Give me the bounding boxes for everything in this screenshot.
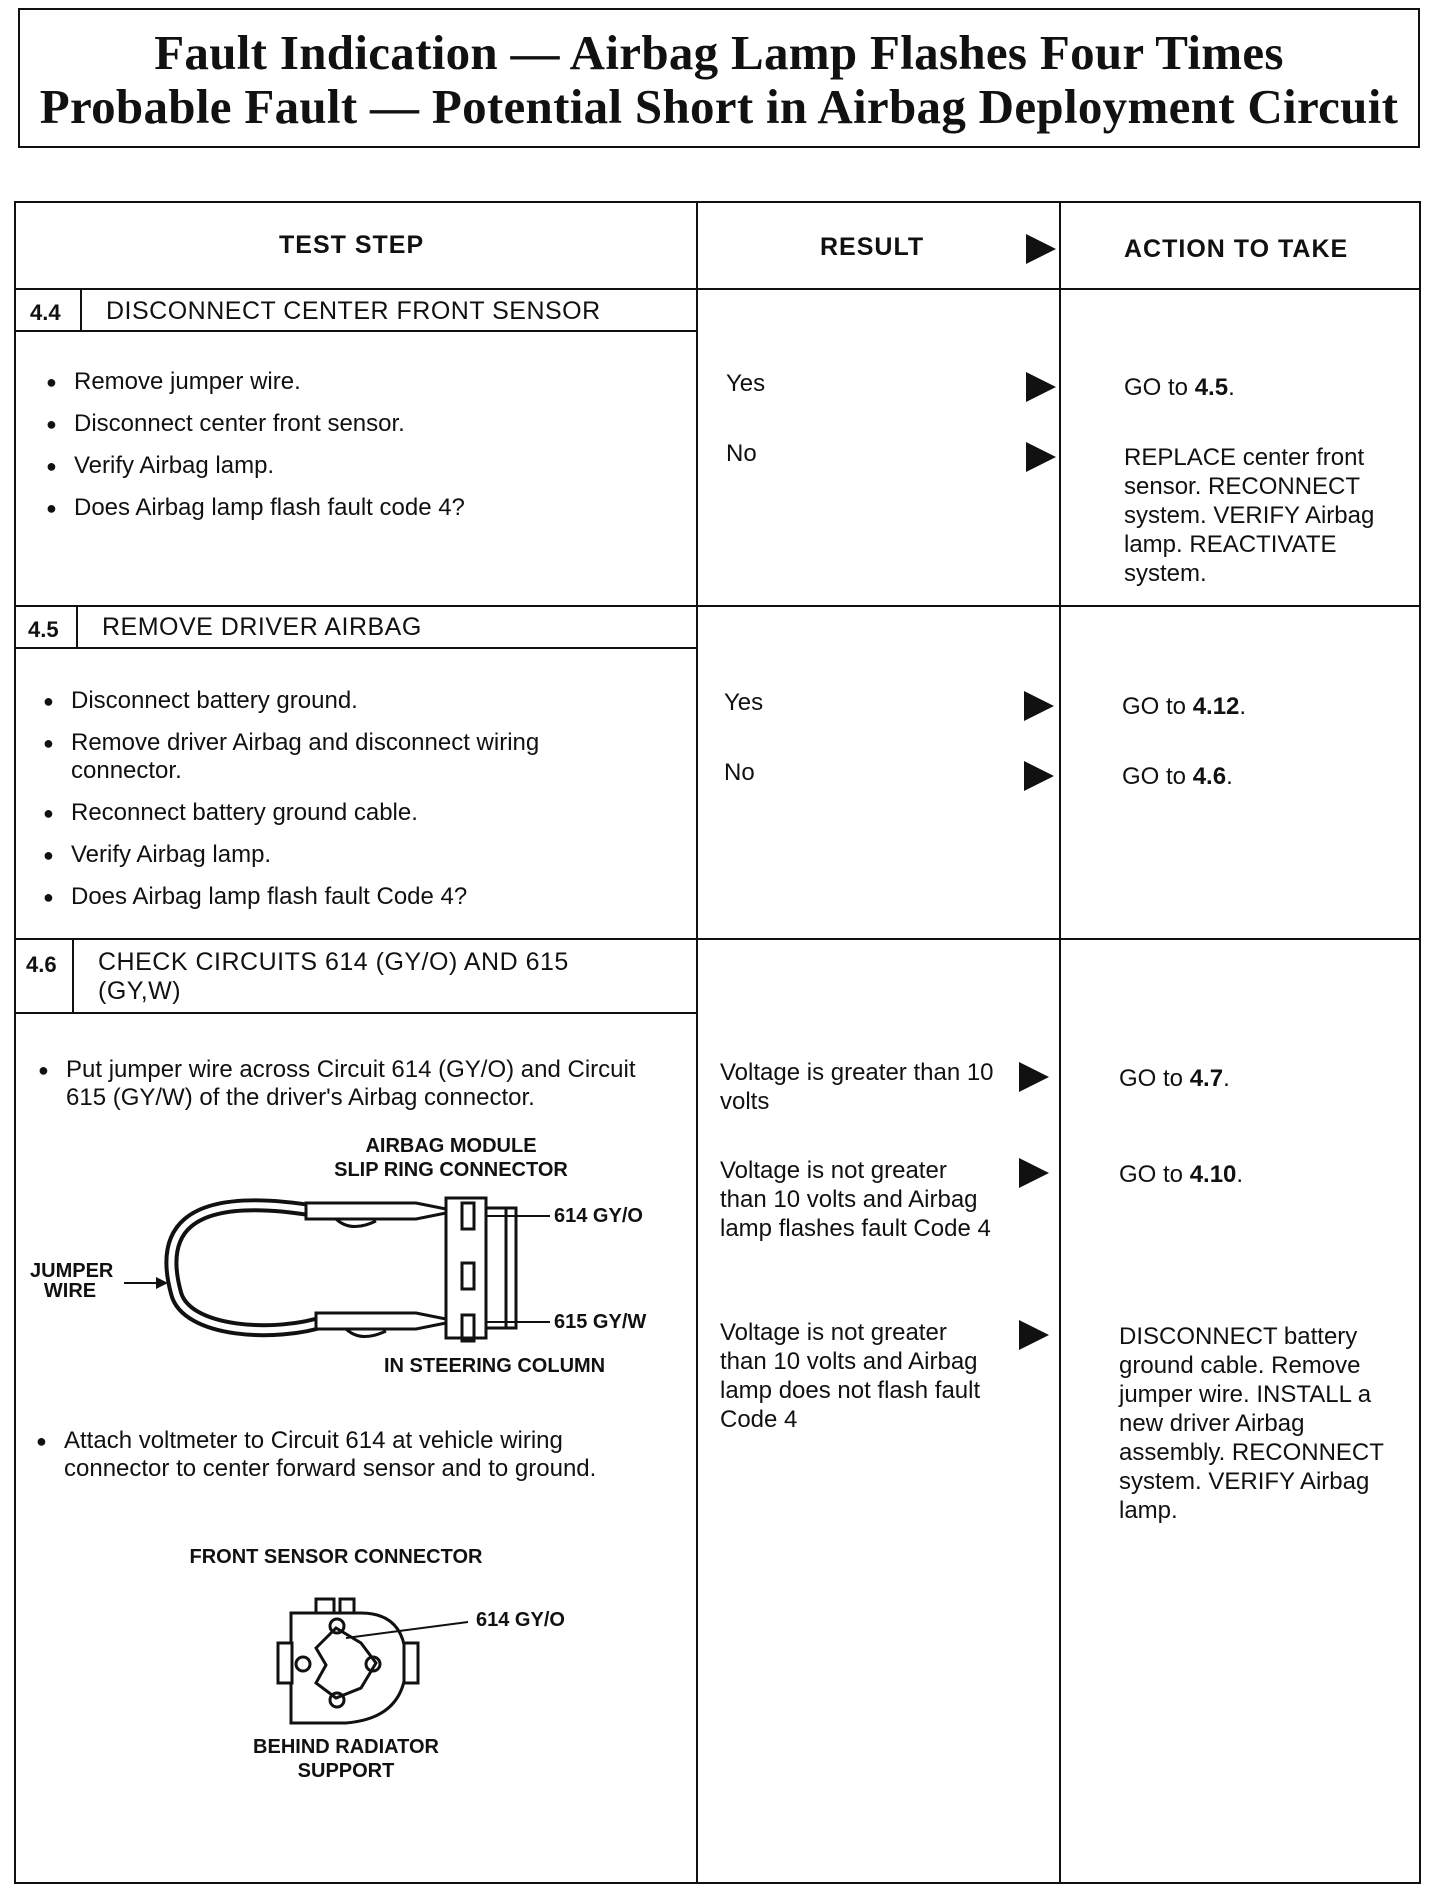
label-jumper-line-2: WIRE bbox=[43, 1280, 97, 1302]
list-item: ● Does Airbag lamp flash fault code 4? bbox=[46, 494, 666, 522]
row-divider-4-6 bbox=[16, 938, 1421, 940]
step-number-4-4: 4.4 bbox=[30, 300, 61, 325]
diagram2-caption-line-2: SUPPORT bbox=[297, 1760, 395, 1782]
arrow-icon bbox=[1019, 1320, 1049, 1350]
step-title-4-4: DISCONNECT CENTER FRONT SENSOR bbox=[106, 297, 601, 325]
arrow-icon bbox=[1026, 372, 1056, 402]
result-4-5-no: No bbox=[724, 759, 755, 786]
connector-body bbox=[446, 1198, 486, 1338]
title-line-1: Fault Indication — Airbag Lamp Flashes Four Times bbox=[154, 25, 1284, 80]
diagram2-caption bbox=[196, 1735, 496, 1783]
result-4-6-c: Voltage is not greater than 10 volts and Airbag lamp does not flash fault Code 4 bbox=[720, 1319, 981, 1433]
label-jumper-wire bbox=[30, 1259, 114, 1303]
action-4-4-no: REPLACE center front sensor. RECONNECT system. VERIFY Airbag lamp. REACTIVATE system. bbox=[1124, 444, 1375, 587]
action-4-6-c: DISCONNECT battery ground cable. Remove jumper wire. INSTALL a new driver Airbag assembly. RECONNECT system. VERIFY Airbag lamp. bbox=[1119, 1323, 1384, 1524]
list-item: ● Remove driver Airbag and disconnect wiring connector. bbox=[43, 729, 643, 785]
step-4-6-bullets-b bbox=[36, 1427, 656, 1497]
diagram2-title: FRONT SENSOR CONNECTOR bbox=[189, 1546, 483, 1568]
label-in-steering-column: IN STEERING COLUMN bbox=[384, 1355, 606, 1377]
label-614-slip: 614 GY/O bbox=[554, 1205, 643, 1227]
front-sensor-connector-diagram bbox=[16, 203, 17, 204]
label-614-sensor: 614 GY/O bbox=[476, 1609, 565, 1631]
upper-clip bbox=[306, 1203, 456, 1219]
list-item: ● Does Airbag lamp flash fault Code 4? bbox=[43, 883, 643, 911]
step-number-divider bbox=[76, 605, 78, 648]
header-result: RESULT bbox=[820, 233, 925, 261]
action-4-5-yes: GO to 4.12. bbox=[1122, 693, 1247, 720]
arrow-icon bbox=[1024, 761, 1054, 791]
step-title-divider bbox=[16, 647, 696, 649]
header-test-step: TEST STEP bbox=[279, 231, 425, 259]
action-4-5-no: GO to 4.6. bbox=[1122, 763, 1233, 790]
list-item: ● Verify Airbag lamp. bbox=[43, 841, 643, 869]
diagnostic-table bbox=[14, 201, 1421, 1884]
header-divider bbox=[16, 288, 1421, 290]
result-4-6-a: Voltage is greater than 10 volts bbox=[720, 1059, 994, 1115]
diagram2-caption-line-1: BEHIND RADIATOR bbox=[253, 1736, 439, 1758]
step-title-4-5: REMOVE DRIVER AIRBAG bbox=[102, 613, 422, 641]
arrow-icon bbox=[1019, 1062, 1049, 1092]
step-number-4-5: 4.5 bbox=[28, 617, 59, 642]
column-divider-action bbox=[1059, 203, 1061, 1884]
diagram1-title-line-2: SLIP RING CONNECTOR bbox=[334, 1159, 568, 1181]
result-4-4-yes: Yes bbox=[726, 370, 766, 397]
step-4-4-bullets bbox=[46, 368, 666, 536]
column-divider-result bbox=[696, 203, 698, 1884]
title-box bbox=[18, 8, 1420, 148]
action-4-4-yes: GO to 4.5. bbox=[1124, 374, 1235, 401]
jumper-wire bbox=[171, 1205, 326, 1330]
step-number-divider bbox=[80, 288, 82, 331]
result-4-6-b: Voltage is not greater than 10 volts and Airbag lamp flashes fault Code 4 bbox=[720, 1157, 991, 1242]
header-action: ACTION TO TAKE bbox=[1124, 235, 1349, 263]
label-615-slip: 615 GY/W bbox=[554, 1311, 647, 1333]
step-4-6-bullets-a bbox=[38, 1056, 658, 1126]
list-item: ● Disconnect center front sensor. bbox=[46, 410, 666, 438]
lower-clip bbox=[316, 1313, 456, 1329]
arrow-icon bbox=[1024, 691, 1054, 721]
list-item: ● Disconnect battery ground. bbox=[43, 687, 643, 715]
result-4-5-yes: Yes bbox=[724, 689, 764, 716]
arrow-icon bbox=[1019, 1158, 1049, 1188]
step-title-4-6: CHECK CIRCUITS 614 (GY/O) AND 615 (GY,W) bbox=[98, 948, 569, 1005]
arrow-icon bbox=[1026, 442, 1056, 472]
step-4-5-bullets bbox=[43, 687, 643, 925]
list-item: ● Verify Airbag lamp. bbox=[46, 452, 666, 480]
list-item: ● Reconnect battery ground cable. bbox=[43, 799, 643, 827]
result-4-4-no: No bbox=[726, 440, 757, 467]
list-item: ● Remove jumper wire. bbox=[46, 368, 666, 396]
diagram1-title bbox=[301, 1134, 601, 1182]
title-line-2: Probable Fault — Potential Short in Airbag Deployment Circuit bbox=[39, 79, 1399, 134]
list-item: ● Put jumper wire across Circuit 614 (GY/O) and Circuit 615 (GY/W) of the driver's Airbag connector. bbox=[38, 1056, 658, 1112]
action-4-6-b: GO to 4.10. bbox=[1119, 1161, 1244, 1188]
step-title-divider bbox=[16, 1012, 696, 1014]
header-arrow-icon bbox=[1026, 234, 1056, 264]
action-4-6-a: GO to 4.7. bbox=[1119, 1065, 1230, 1092]
diagram1-title-line-1: AIRBAG MODULE bbox=[365, 1135, 537, 1157]
row-divider-4-5 bbox=[16, 605, 1421, 607]
list-item: ● Attach voltmeter to Circuit 614 at vehicle wiring connector to center forward sensor and to ground. bbox=[36, 1427, 656, 1483]
label-jumper-line-1: JUMPER bbox=[30, 1260, 114, 1282]
step-title-divider bbox=[16, 330, 696, 332]
step-number-4-6: 4.6 bbox=[26, 952, 57, 977]
step-number-divider bbox=[72, 938, 74, 1013]
